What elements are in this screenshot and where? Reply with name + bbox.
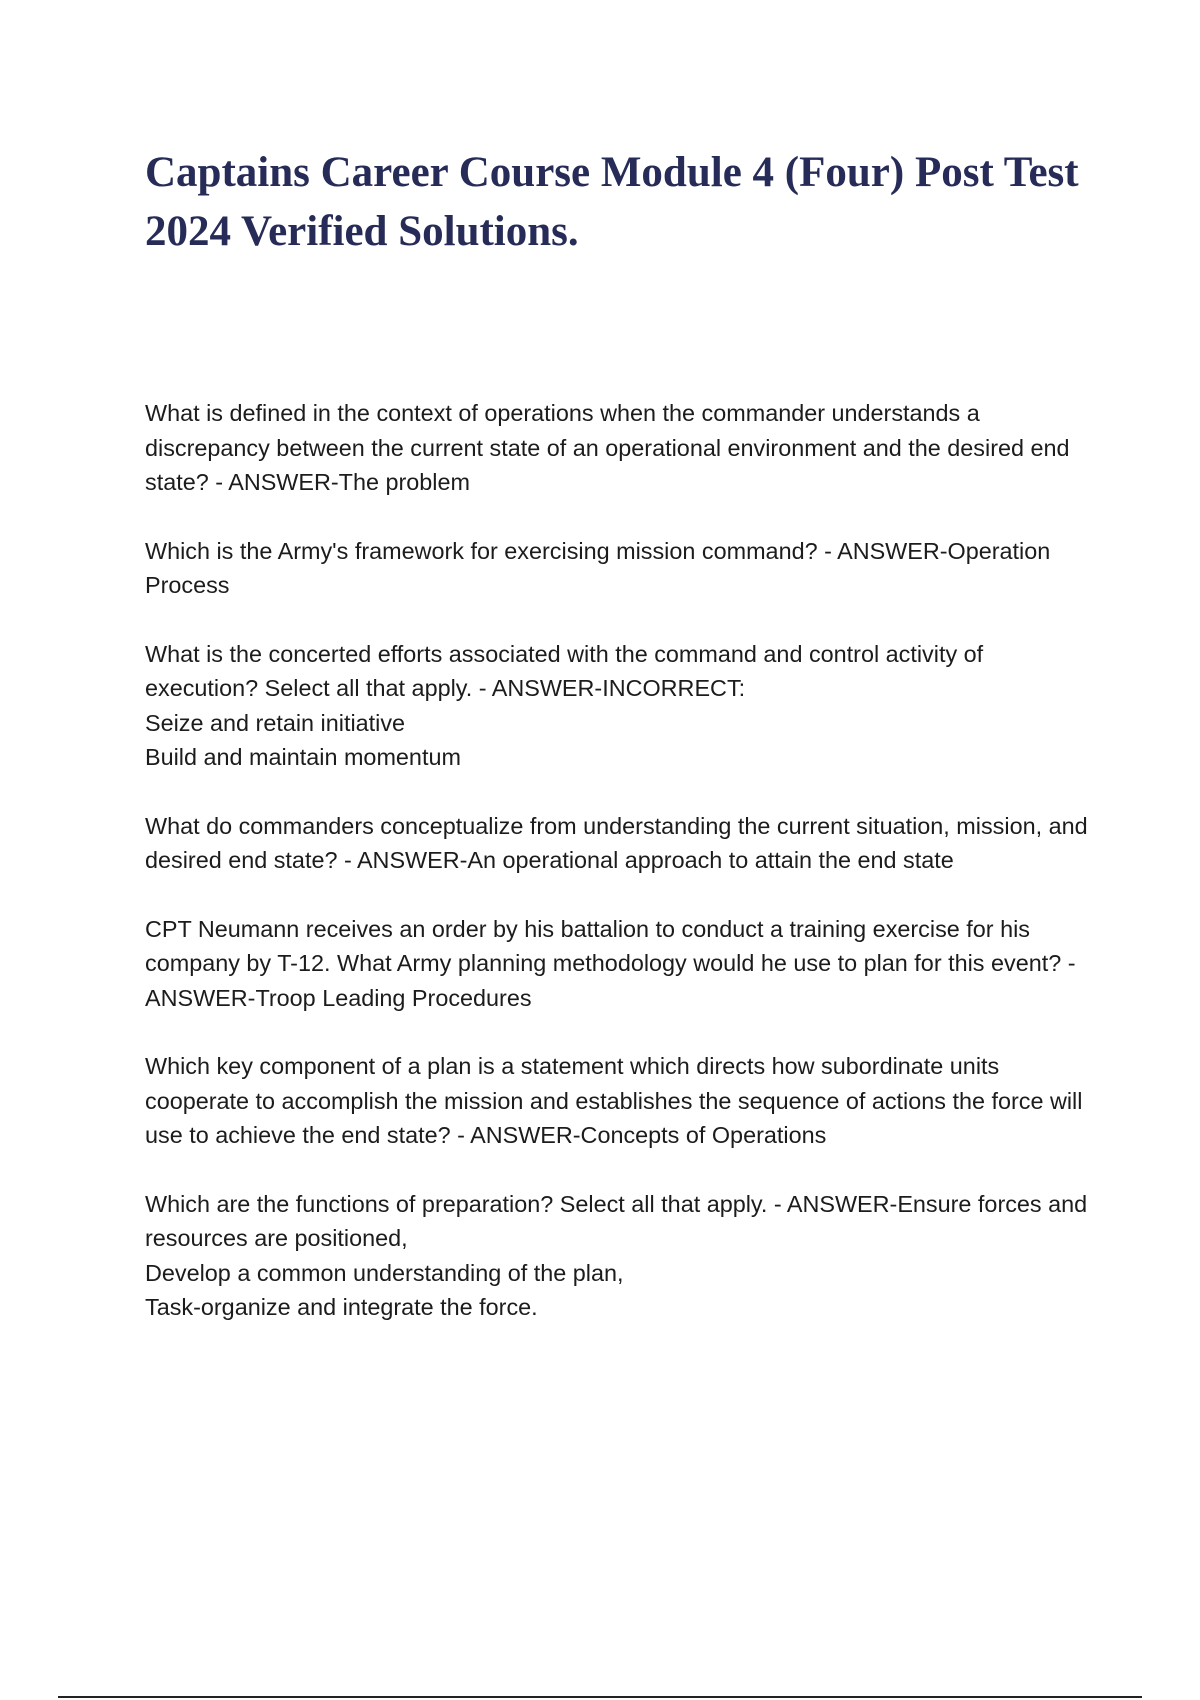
answer-option: Build and maintain momentum (145, 744, 461, 770)
answer-option: Task-organize and integrate the force. (145, 1294, 538, 1320)
question-answer-list (145, 396, 1095, 1359)
qa-item-1 (145, 396, 1095, 500)
answer-option: Seize and retain initiative (145, 709, 406, 736)
qa-item-3 (145, 637, 1095, 775)
qa-item-2 (145, 534, 1095, 603)
qa-text: Which are the functions of preparation? Select all that apply. - ANSWER-Ensure forces and resources are positioned, (145, 1190, 1088, 1251)
qa-item-7 (145, 1187, 1095, 1325)
qa-text: Which is the Army's framework for exercising mission command? - ANSWER-Operation Process (145, 537, 1051, 598)
qa-item-4 (145, 809, 1095, 878)
qa-text: CPT Neumann receives an order by his battalion to conduct a training exercise for his company by T-12. What Army planning methodology would he use to plan for this event? - ANSWER-Troop Leading Procedures (145, 915, 1076, 1011)
page-bottom-rule (58, 1696, 1142, 1698)
qa-item-6 (145, 1049, 1095, 1153)
qa-text: What is the concerted efforts associated with the command and control activity of execution? Select all that apply. - ANSWER-INCORRECT: (145, 640, 984, 701)
answer-option: Develop a common understanding of the plan, (145, 1259, 624, 1286)
qa-text: What do commanders conceptualize from understanding the current situation, mission, and desired end state? - ANSWER-An operational approach to attain the end state (145, 812, 1088, 873)
qa-item-5 (145, 912, 1095, 1016)
qa-text: Which key component of a plan is a statement which directs how subordinate units cooperate to accomplish the mission and establishes the sequence of actions the force will use to achieve the end state? - ANSWER-Concepts of Operations (145, 1053, 1083, 1148)
page-title: Captains Career Course Module 4 (Four) Post Test 2024 Verified Solutions. (145, 149, 1079, 255)
qa-text: What is defined in the context of operations when the commander understands a discrepancy between the current state of an operational environment and the desired end state? - ANSWER-The problem (145, 400, 1070, 495)
